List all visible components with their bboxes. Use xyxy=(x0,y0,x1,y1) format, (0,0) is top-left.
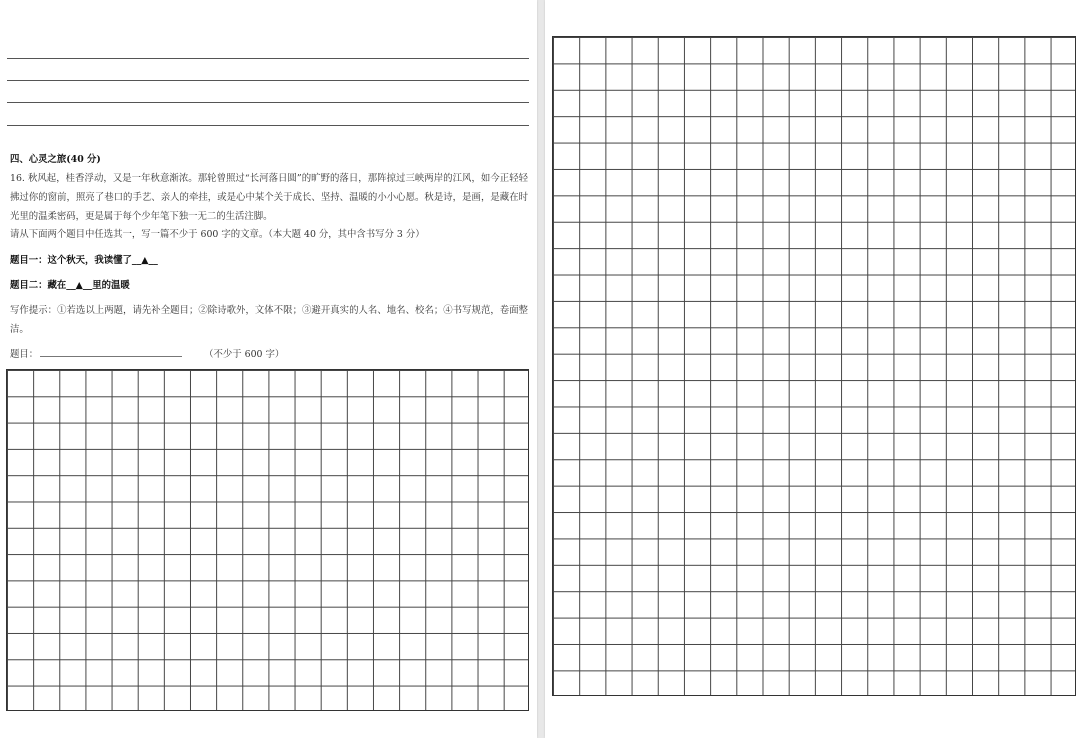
prompt-paragraph: 16. 秋风起，桂香浮动，又是一年秋意渐浓。那轮曾照过“长河落日圆”的旷野的落日，那阵掠过三峡两岸的江风，如今正轻轻拂过你的窗前，照亮了巷口的手艺、亲人的牵挂，或是心中某个关于成长、坚持、温暖的小小心愿。秋是诗，是画，是藏在时光里的温柔密码，更是属于每个少年笔下独一无二的生活注脚。 xyxy=(10,173,528,222)
section-heading-block xyxy=(10,150,528,226)
title-row xyxy=(10,346,284,360)
section-heading: 四、心灵之旅(40 分) xyxy=(10,154,101,165)
left-page xyxy=(0,0,537,738)
writing-tips: 写作提示：①若选以上两题，请先补全题目；②除诗歌外，文体不限；③避开真实的人名、地名、校名；④书写规范，卷面整洁。 xyxy=(10,305,528,335)
topic-one: 题目一：这个秋天，我读懂了__▲__ xyxy=(10,255,158,266)
answer-line xyxy=(7,80,529,81)
topic-two: 题目二：藏在__▲__里的温暖 xyxy=(10,280,130,291)
topic2-block xyxy=(10,276,528,295)
answer-line xyxy=(7,125,529,126)
instruction-block xyxy=(10,225,528,244)
topic1-block xyxy=(10,251,528,270)
answer-line xyxy=(7,58,529,59)
word-count-note: （不少于 600 字） xyxy=(204,349,285,360)
title-label: 题目： xyxy=(10,349,39,360)
answer-line xyxy=(7,102,529,103)
right-page xyxy=(545,0,1080,738)
instruction-text: 请从下面两个题目中任选其一，写一篇不少于 600 字的文章。（本大题 40 分，其中含书写分 3 分） xyxy=(10,229,425,240)
title-blank-field xyxy=(40,346,182,357)
composition-grid-left xyxy=(6,369,529,711)
tips-block xyxy=(10,301,528,339)
composition-grid-right xyxy=(552,36,1076,696)
